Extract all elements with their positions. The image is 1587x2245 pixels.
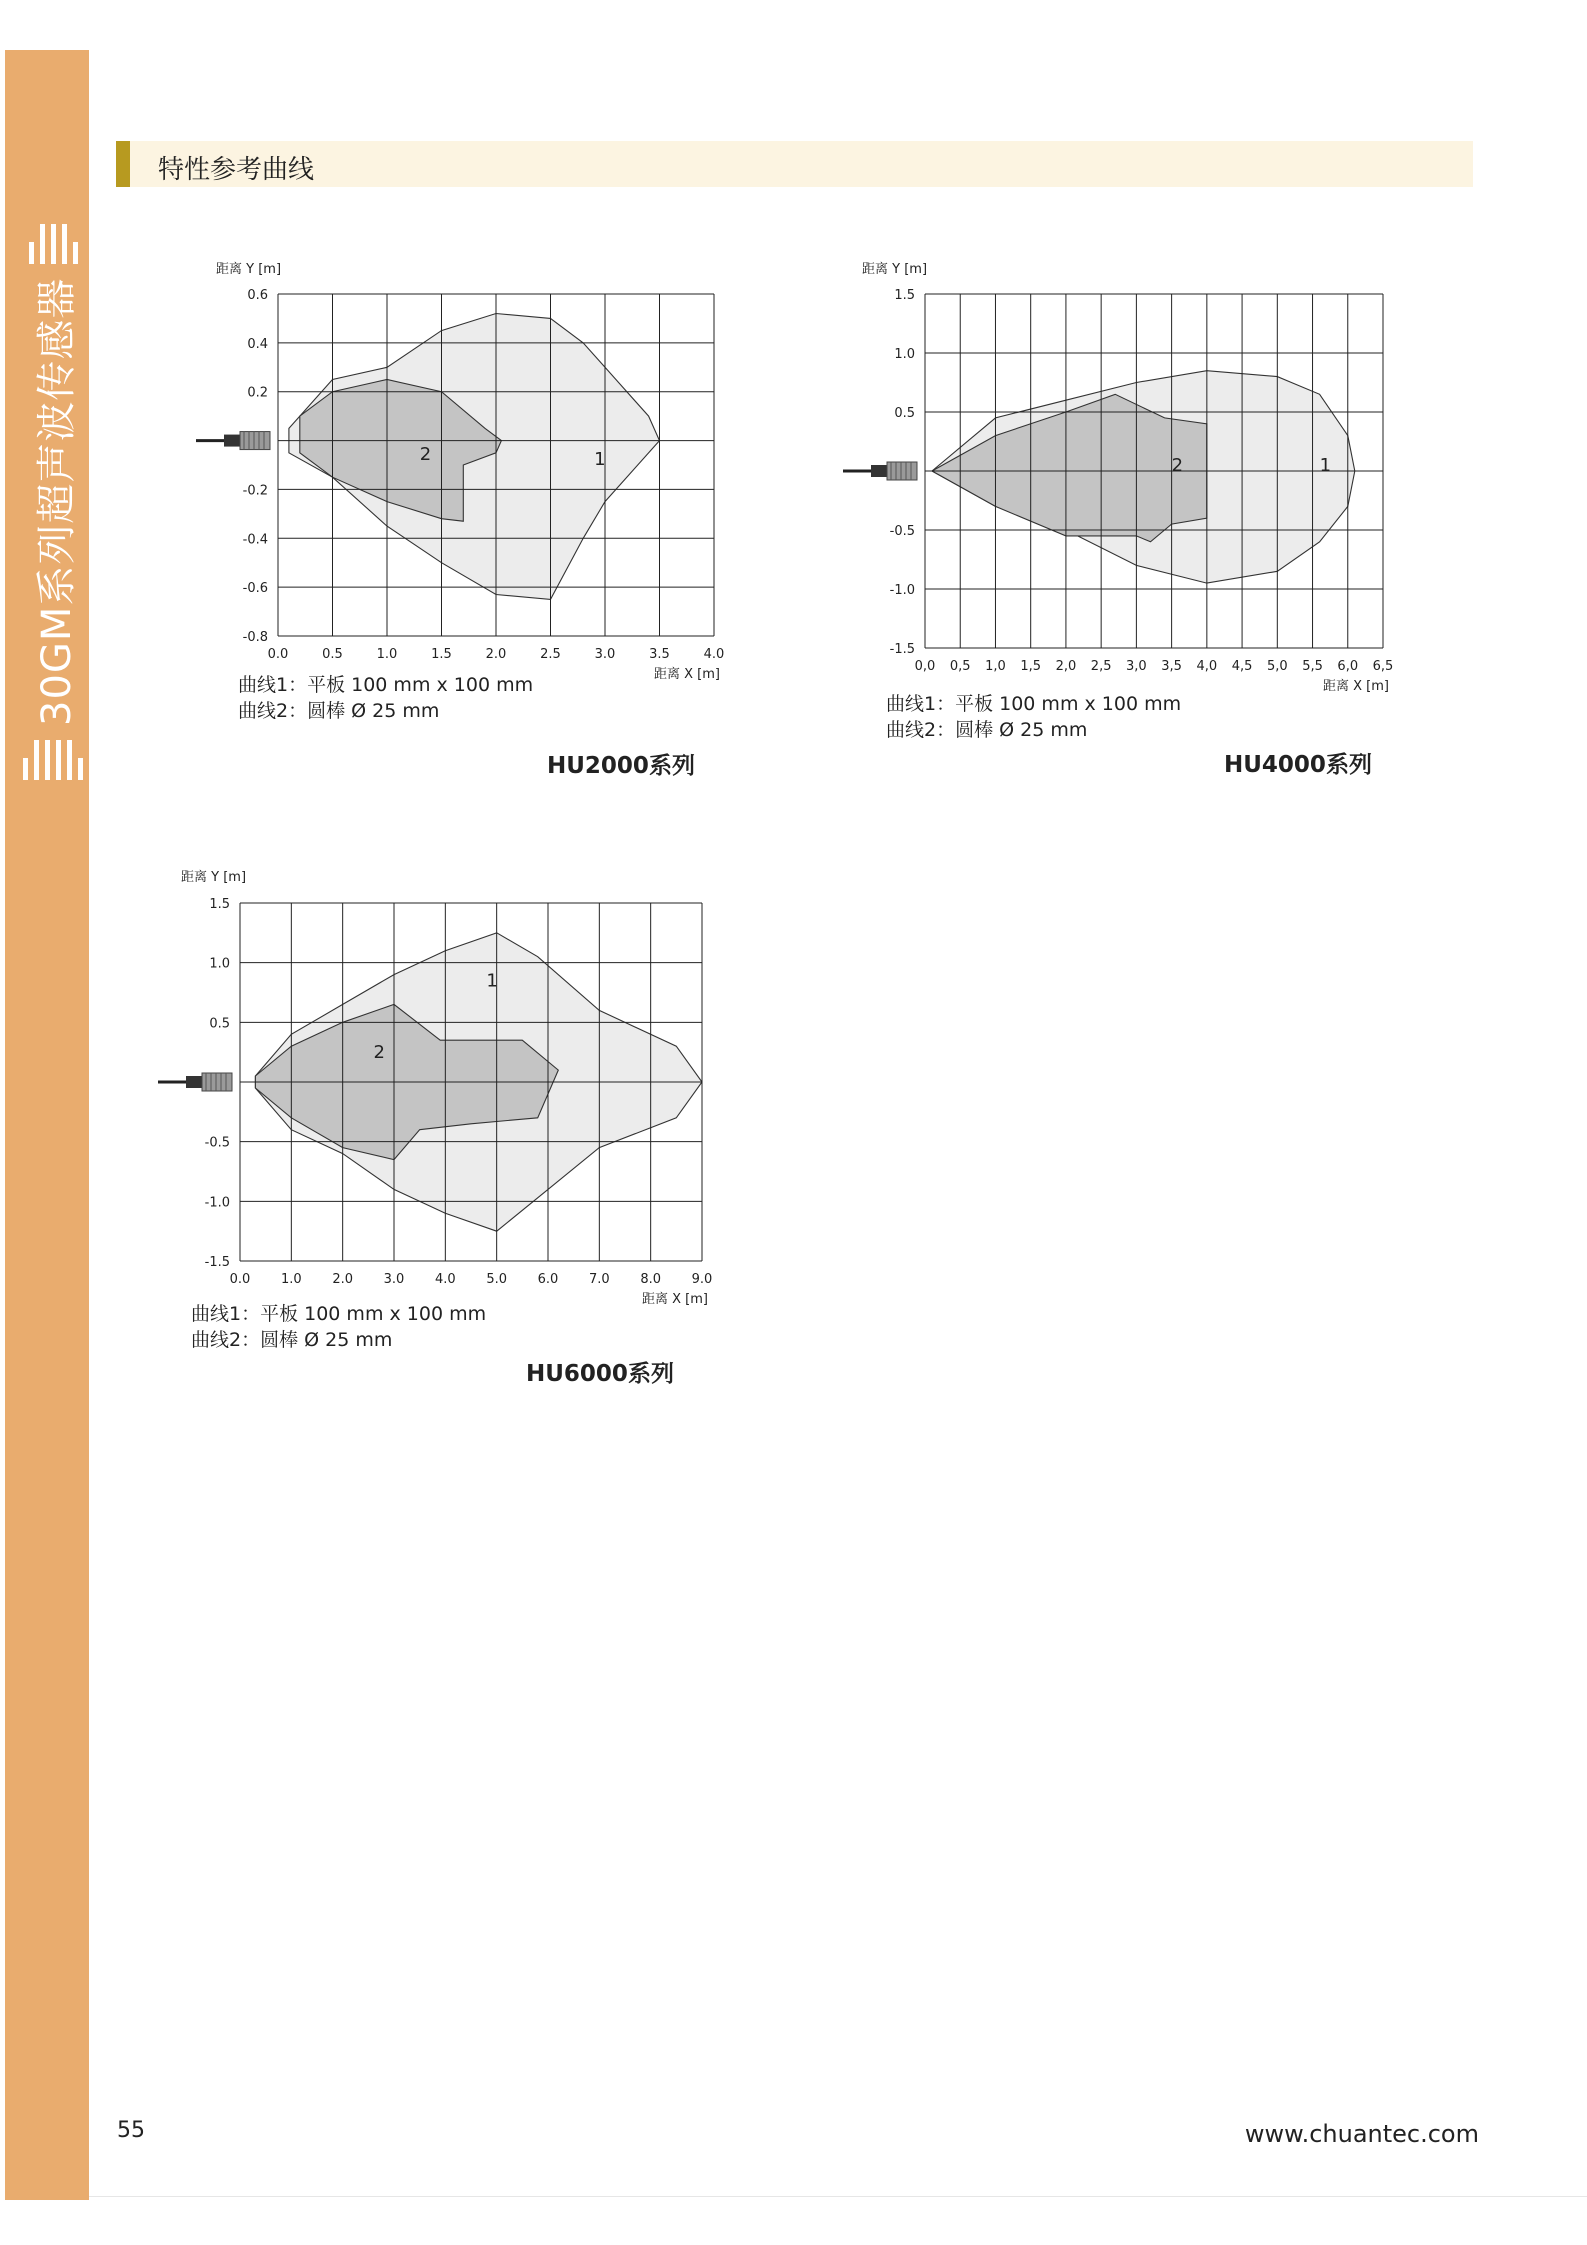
x-tick-label: 2,5 — [1090, 659, 1112, 674]
y-tick-label: 0.5 — [894, 406, 915, 421]
legend-line2: 曲线2：圆棒 Ø 25 mm — [191, 1329, 393, 1351]
series-label-hu2000: HU2000系列 — [547, 753, 695, 779]
y-tick-label: 1.0 — [894, 347, 915, 362]
x-tick-label: 1.0 — [376, 647, 398, 662]
x-tick-label: 5,0 — [1266, 659, 1288, 674]
section-title: 特性参考曲线 — [158, 155, 315, 185]
x-tick-label: 3.0 — [383, 1272, 405, 1287]
x-tick-label: 1,0 — [985, 659, 1006, 674]
x-tick-label: 8.0 — [640, 1272, 662, 1287]
y-tick-label: -0.8 — [242, 630, 268, 645]
x-tick-label: 1.0 — [280, 1272, 302, 1287]
x-tick-label: 0.0 — [229, 1272, 251, 1287]
x-tick-label: 0,5 — [949, 659, 971, 674]
x-tick-label: 3,0 — [1126, 659, 1147, 674]
bottom-divider — [89, 2196, 1587, 2197]
y-tick-label: -1.0 — [204, 1195, 230, 1211]
series-label-hu4000: HU4000系列 — [1224, 752, 1372, 778]
y-tick-label: 1.0 — [209, 956, 230, 972]
y-tick-label: -1.5 — [889, 642, 915, 657]
y-tick-label: 0.4 — [247, 336, 268, 352]
legend-hu6000 — [191, 1301, 486, 1353]
sensor-connector-icon — [186, 1076, 202, 1088]
y-tick-label: -1.5 — [204, 1255, 230, 1270]
x-tick-label: 4.0 — [703, 647, 725, 662]
x-axis-label: 距离 X [m] — [1323, 679, 1389, 694]
y-tick-label: -0.6 — [242, 581, 268, 597]
x-tick-label: 4.0 — [434, 1272, 456, 1287]
x-tick-label: 1.5 — [431, 647, 452, 662]
y-axis-label: 距离 Y [m] — [181, 870, 247, 885]
x-tick-label: 4,0 — [1196, 659, 1218, 674]
x-tick-label: 6.0 — [537, 1272, 559, 1287]
x-tick-label: 2,0 — [1055, 659, 1077, 674]
sidebar-title: 30GM系列超声波传感器 — [33, 277, 80, 726]
y-tick-label: 0.2 — [247, 385, 268, 401]
x-axis-label: 距离 X [m] — [654, 667, 720, 682]
x-tick-label: 3.5 — [649, 647, 670, 662]
y-tick-label: -0.4 — [242, 532, 268, 548]
x-tick-label: 3,5 — [1161, 659, 1182, 674]
legend-line1: 曲线1：平板 100 mm x 100 mm — [238, 674, 534, 696]
y-tick-label: 1.5 — [894, 288, 915, 303]
x-tick-label: 7.0 — [588, 1272, 610, 1287]
curve-1-label: 1 — [486, 970, 498, 992]
y-tick-label: 1.5 — [209, 897, 230, 912]
y-tick-label: -0.5 — [889, 524, 915, 539]
x-tick-label: 2.0 — [332, 1272, 354, 1287]
x-tick-label: 0,0 — [914, 659, 936, 674]
x-tick-label: 0.5 — [322, 647, 343, 662]
legend-line1: 曲线1：平板 100 mm x 100 mm — [886, 693, 1182, 715]
legend-line1: 曲线1：平板 100 mm x 100 mm — [191, 1303, 487, 1325]
curve-2-label: 2 — [1171, 455, 1184, 476]
x-tick-label: 5.0 — [486, 1272, 508, 1287]
curve-1-label: 1 — [1319, 455, 1332, 476]
x-tick-label: 4,5 — [1231, 659, 1253, 674]
curve-1-label: 1 — [594, 449, 606, 470]
curve-2-label: 2 — [419, 444, 432, 466]
y-tick-label: 0.6 — [247, 288, 268, 303]
y-axis-label: 距离 Y [m] — [862, 262, 928, 277]
curve-2-label: 2 — [373, 1042, 385, 1064]
x-tick-label: 2.0 — [485, 647, 507, 662]
y-axis-label: 距离 Y [m] — [216, 262, 282, 277]
x-tick-label: 3.0 — [594, 647, 616, 662]
y-tick-label: -0.2 — [242, 483, 268, 499]
x-tick-label: 9.0 — [691, 1272, 713, 1287]
x-tick-label: 6,5 — [1372, 659, 1394, 674]
x-tick-label: 5,5 — [1302, 659, 1323, 674]
page-number: 55 — [117, 2118, 145, 2143]
y-tick-label: -0.5 — [204, 1135, 230, 1151]
x-tick-label: 0.0 — [267, 647, 289, 662]
x-axis-label: 距离 X [m] — [642, 1292, 708, 1307]
y-tick-label: 0.5 — [209, 1016, 230, 1032]
y-tick-label: -1.0 — [889, 583, 915, 598]
x-tick-label: 1,5 — [1020, 659, 1042, 674]
x-tick-label: 6,0 — [1337, 659, 1359, 674]
legend-line2: 曲线2：圆棒 Ø 25 mm — [886, 719, 1088, 741]
series-label-hu6000: HU6000系列 — [526, 1361, 674, 1387]
x-tick-label: 2.5 — [540, 647, 561, 662]
legend-line2: 曲线2：圆棒 Ø 25 mm — [238, 700, 440, 722]
footer-url[interactable]: www.chuantec.com — [1244, 2120, 1479, 2148]
